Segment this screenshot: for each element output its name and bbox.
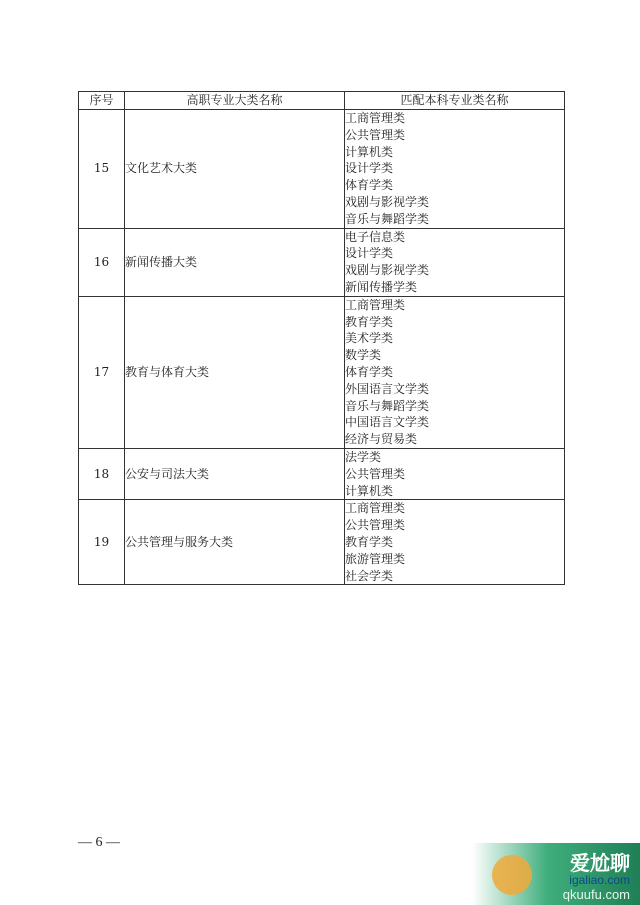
watermark-url-secondary: qkuufu.com	[562, 887, 630, 902]
table-row	[79, 110, 565, 229]
table-row	[79, 228, 565, 296]
row-serial: 15	[79, 110, 125, 229]
major-list	[345, 500, 564, 584]
site-watermark	[472, 843, 640, 905]
row-serial: 17	[79, 296, 125, 448]
row-vocational-category: 文化艺术大类	[125, 110, 345, 229]
list-item: 经济与贸易类	[345, 432, 418, 447]
header-vocational-category: 高职专业大类名称	[125, 92, 345, 110]
list-item: 旅游管理类	[345, 551, 406, 566]
list-item: 工商管理类	[345, 111, 406, 125]
list-item: 音乐与舞蹈学类	[345, 211, 430, 226]
row-vocational-category: 教育与体育大类	[125, 296, 345, 448]
list-item: 计算机类	[345, 144, 394, 159]
list-item: 教育学类	[345, 534, 394, 549]
list-item: 法学类	[345, 449, 382, 464]
list-item: 设计学类	[345, 161, 394, 176]
major-list	[345, 449, 564, 499]
list-item: 数学类	[345, 348, 382, 363]
row-matched-majors	[345, 296, 565, 448]
row-vocational-category: 新闻传播大类	[125, 228, 345, 296]
list-item: 教育学类	[345, 314, 394, 329]
row-serial: 19	[79, 500, 125, 585]
list-item: 戏剧与影视学类	[345, 194, 430, 209]
list-item: 体育学类	[345, 364, 394, 379]
logo-icon	[492, 855, 532, 895]
list-item: 体育学类	[345, 178, 394, 193]
major-list	[345, 297, 564, 448]
majors-table	[78, 91, 565, 585]
list-item: 新闻传播学类	[345, 279, 418, 294]
major-list	[345, 229, 564, 296]
row-matched-majors	[345, 110, 565, 229]
list-item: 工商管理类	[345, 297, 406, 312]
list-item: 戏剧与影视学类	[345, 263, 430, 278]
list-item: 公共管理类	[345, 518, 406, 533]
row-matched-majors	[345, 448, 565, 499]
watermark-chinese: 爱尬聊	[570, 853, 630, 875]
list-item: 中国语言文学类	[345, 415, 430, 430]
list-item: 社会学类	[345, 568, 394, 583]
major-list	[345, 110, 564, 228]
row-matched-majors	[345, 228, 565, 296]
list-item: 公共管理类	[345, 127, 406, 142]
list-item: 电子信息类	[345, 229, 406, 244]
list-item: 音乐与舞蹈学类	[345, 398, 430, 413]
row-vocational-category: 公安与司法大类	[125, 448, 345, 499]
table-row	[79, 448, 565, 499]
table-header-row	[79, 92, 565, 110]
header-matched-majors: 匹配本科专业类名称	[345, 92, 565, 110]
list-item: 美术学类	[345, 331, 394, 346]
table-body	[79, 110, 565, 585]
list-item: 工商管理类	[345, 501, 406, 516]
row-serial: 18	[79, 448, 125, 499]
table-row	[79, 296, 565, 448]
list-item: 公共管理类	[345, 466, 406, 481]
watermark-url: igaliao.com	[569, 873, 630, 887]
row-matched-majors	[345, 500, 565, 585]
page-number: — 6 —	[78, 835, 120, 850]
list-item: 设计学类	[345, 246, 394, 261]
list-item: 计算机类	[345, 483, 394, 498]
row-vocational-category: 公共管理与服务大类	[125, 500, 345, 585]
table-row	[79, 500, 565, 585]
row-serial: 16	[79, 228, 125, 296]
header-serial: 序号	[79, 92, 125, 110]
list-item: 外国语言文学类	[345, 381, 430, 396]
